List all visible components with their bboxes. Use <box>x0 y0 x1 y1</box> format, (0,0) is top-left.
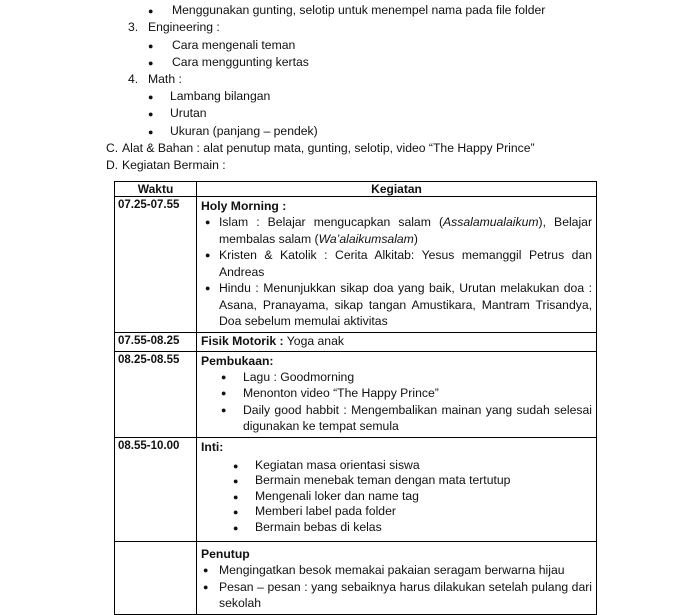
section-c-text: Alat & Bahan : alat penutup mata, gunting, selotip, video “The Happy Prince” <box>122 141 535 155</box>
column-header: Kegiatan <box>197 182 597 197</box>
list-item: Lambang bilangan <box>170 89 271 103</box>
section-letter: D. <box>106 158 119 172</box>
list-number: 3. <box>128 20 139 34</box>
activity-text: Yoga anak <box>283 333 344 348</box>
bullet-icon: ● <box>205 283 211 293</box>
activity-title: Pembukaan: <box>201 353 274 368</box>
bullet-icon: ● <box>205 250 211 260</box>
time-cell: 07.55-08.25 <box>115 332 197 351</box>
time-cell: 08.25-08.55 <box>115 351 197 437</box>
list-item: ● Memberi label pada folder <box>233 504 396 518</box>
activity-title: Inti: <box>201 439 224 454</box>
list-item: Cara mengenali teman <box>172 38 296 52</box>
list-item: ● Lagu : Goodmorning <box>221 369 355 384</box>
bullet-icon: ● <box>233 507 239 517</box>
section-letter: C. <box>106 141 119 155</box>
bullet-icon: ● <box>221 371 227 382</box>
bullet-icon: ● <box>203 581 209 592</box>
activity-cell <box>197 332 597 351</box>
list-item: ● Mengingatkan besok memakai pakaian seragam berwarna hijau <box>203 563 565 577</box>
table-header-row <box>115 182 597 197</box>
bullet-icon: ● <box>233 476 239 486</box>
bullet-icon: ● <box>233 491 239 502</box>
time-cell: 08.55-10.00 <box>115 437 197 542</box>
table-row <box>115 332 597 351</box>
list-item: ● Kegiatan masa orientasi siswa <box>233 457 420 472</box>
bullet-icon: ● <box>148 58 154 68</box>
bullet-icon: ● <box>233 522 239 533</box>
list-item: ● Islam : Belajar mengucapkan salam (Assalamualaikum), Belajar membalas salam (Wa’alaikumsalam) <box>205 215 592 246</box>
bullet-icon: ● <box>203 565 209 575</box>
activity-cell <box>197 197 597 333</box>
bullet-icon: ● <box>148 92 154 102</box>
table-row <box>115 197 597 333</box>
bullet-icon: ● <box>148 127 154 137</box>
list-number: 4. <box>128 72 139 86</box>
list-item: ● Kristen & Katolik : Cerita Alkitab: Yesus memanggil Petrus dan Andreas <box>205 248 592 279</box>
list-heading: Engineering : <box>148 20 220 34</box>
list-item: Urutan <box>170 106 207 120</box>
list-item: ● Bermain bebas di kelas <box>233 519 382 534</box>
activity-title: Holy Morning : <box>201 199 287 213</box>
time-cell: 07.25-07.55 <box>115 197 197 333</box>
bullet-icon: ● <box>148 6 154 16</box>
table-row <box>115 437 597 542</box>
activity-cell <box>197 542 597 615</box>
bullet-icon: ● <box>221 388 227 398</box>
table-row <box>115 351 597 437</box>
bullet-icon: ● <box>205 217 211 227</box>
list-item: Ukuran (panjang – pendek) <box>170 124 318 138</box>
activity-title: Penutup <box>201 547 250 561</box>
list-item: ● Pesan – pesan : yang sebaiknya harus dilakukan setelah pulang dari sekolah <box>203 579 592 610</box>
list-item: Menggunakan gunting, selotip untuk menempel nama pada file folder <box>172 3 546 17</box>
bullet-icon: ● <box>148 41 154 51</box>
activity-table <box>114 181 597 615</box>
column-header: Waktu <box>115 182 197 197</box>
activity-title: Fisik Motorik : <box>201 333 284 348</box>
section-d-text: Kegiatan Bermain : <box>122 158 226 172</box>
bullet-icon: ● <box>148 109 154 119</box>
list-item: Cara menggunting kertas <box>172 55 309 69</box>
list-item: ● Mengenali loker dan name tag <box>233 488 419 503</box>
activity-cell <box>197 351 597 437</box>
list-item: ● Daily good habbit : Mengembalikan mainan yang sudah selesai digunakan ke tempat semula <box>221 402 592 433</box>
list-item: ● Hindu : Menunjukkan sikap doa yang baik, Urutan melakukan doa : Asana, Pranayama, sikap tangan Amustikara, Mantram Trisandya, Doa sebelum memulai aktivitas <box>205 281 592 328</box>
list-item: ● Menonton video “The Happy Prince” <box>221 386 439 400</box>
list-heading: Math : <box>148 72 182 86</box>
bullet-icon: ● <box>233 460 239 471</box>
activity-cell <box>197 437 597 542</box>
list-item: ● Bermain menebak teman dengan mata tertutup <box>233 473 511 487</box>
time-cell <box>115 542 197 615</box>
table-row <box>115 542 597 615</box>
bullet-icon: ● <box>221 404 227 415</box>
